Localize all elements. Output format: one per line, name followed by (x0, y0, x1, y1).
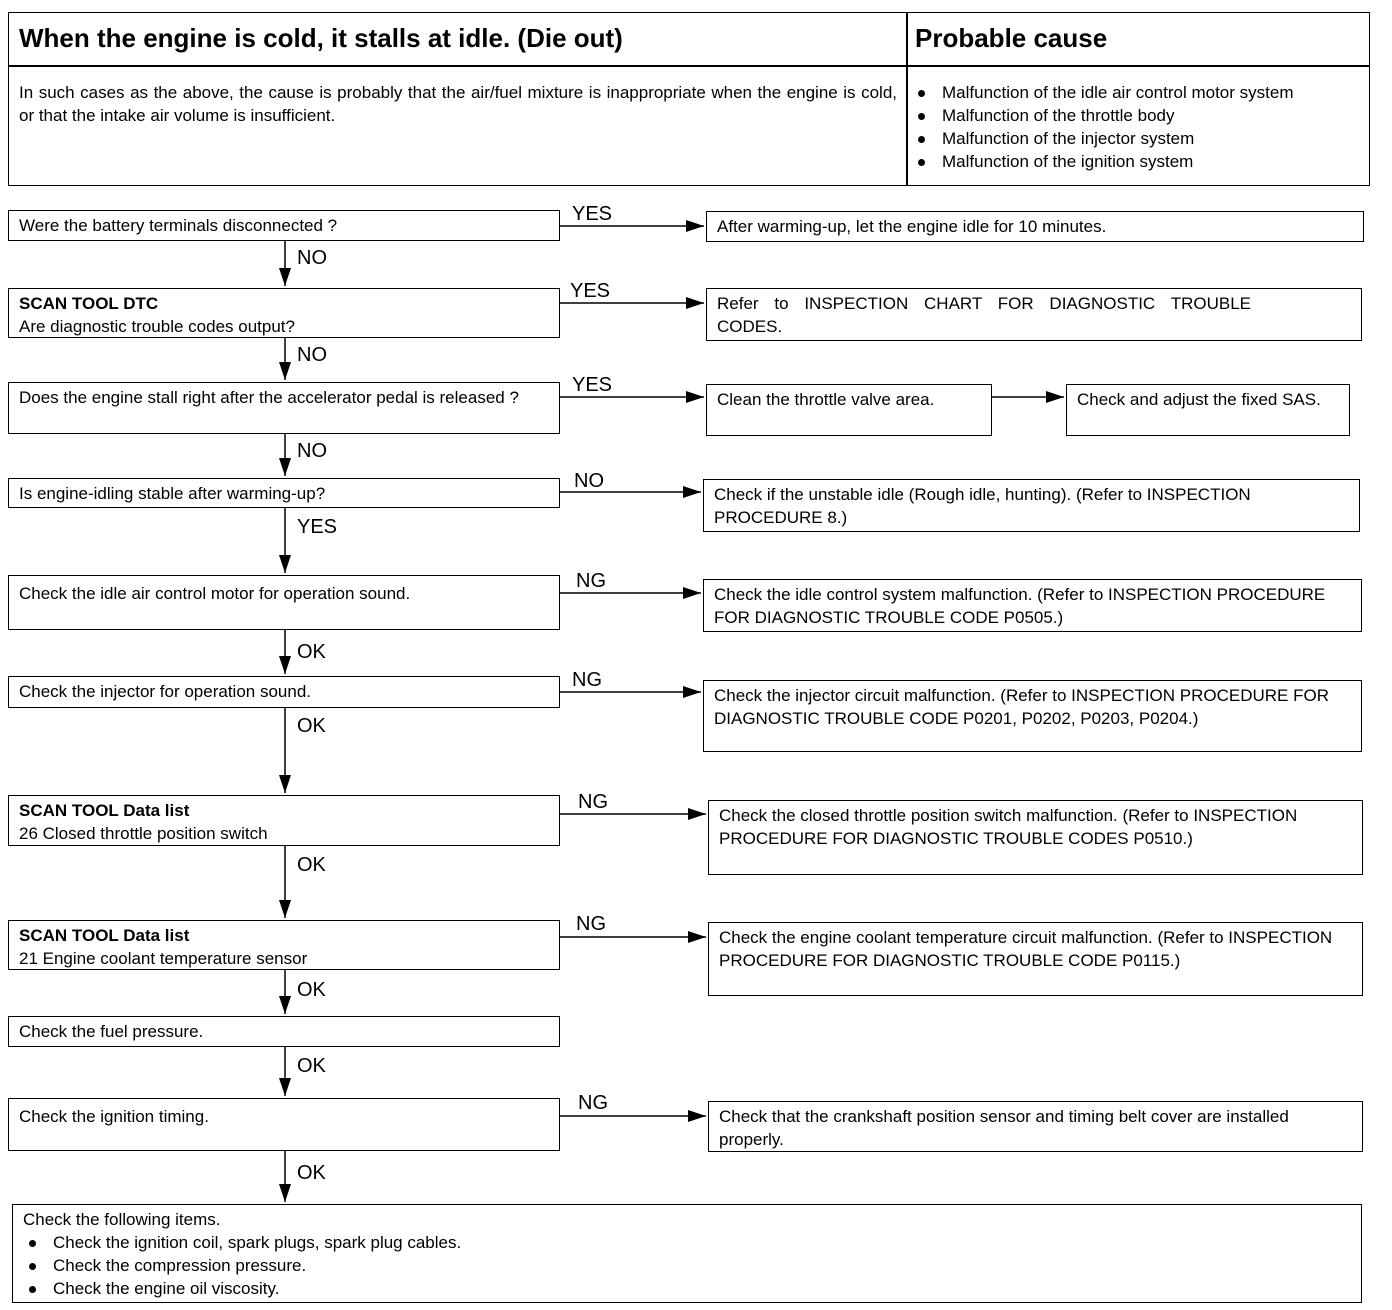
down-label: OK (297, 1055, 326, 1077)
cause-item: Malfunction of the injector system (912, 127, 1362, 150)
down-label: OK (297, 1162, 326, 1184)
step-box (8, 920, 560, 970)
step-box (8, 288, 560, 338)
step-box (8, 210, 560, 241)
step-title: SCAN TOOL Data list (19, 801, 190, 820)
result-box: After warming-up, let the engine idle for 10 minutes. (706, 211, 1364, 242)
branch-label: NG (572, 669, 602, 691)
result-box: Check if the unstable idle (Rough idle, hunting). (Refer to INSPECTION PROCEDURE 8.) (703, 479, 1360, 532)
step-text: Is engine-idling stable after warming-up? (19, 484, 326, 503)
step-box (8, 478, 560, 508)
step-box (8, 795, 560, 846)
step-box (8, 1098, 560, 1151)
cause-item: Malfunction of the throttle body (912, 104, 1362, 127)
step-text: Are diagnostic trouble codes output? (19, 317, 295, 336)
result-box: Check the engine coolant temperature circuit malfunction. (Refer to INSPECTION PROCEDURE FOR DIAGNOSTIC TROUBLE CODE P0115.) (708, 922, 1363, 996)
final-check-box (12, 1204, 1362, 1303)
step-box (8, 575, 560, 630)
result-box: Check that the crankshaft position sensor and timing belt cover are installed properly. (708, 1101, 1363, 1152)
step-title: SCAN TOOL DTC (19, 294, 159, 313)
down-label: OK (297, 715, 326, 737)
result-box: Check the closed throttle position switch malfunction. (Refer to INSPECTION PROCEDURE FOR DIAGNOSTIC TROUBLE CODES P0510.) (708, 800, 1363, 875)
down-label: OK (297, 979, 326, 1001)
final-item: Check the ignition coil, spark plugs, spark plug cables. (23, 1231, 1351, 1254)
branch-label: NG (578, 1092, 608, 1114)
branch-label: YES (570, 280, 611, 302)
step-text: 21 Engine coolant temperature sensor (19, 949, 308, 968)
final-item-list (23, 1231, 1351, 1300)
step-text: Check the idle air control motor for operation sound. (19, 584, 411, 603)
page-title: When the engine is cold, it stalls at idle. (Die out) (19, 23, 623, 53)
final-item: Check the compression pressure. (23, 1254, 1351, 1277)
result-box: Check the idle control system malfunction. (Refer to INSPECTION PROCEDURE FOR DIAGNOSTIC TROUBLE CODE P0505.) (703, 579, 1362, 632)
down-label: OK (297, 641, 326, 663)
step-text: Were the battery terminals disconnected ? (19, 216, 338, 235)
down-label: NO (297, 344, 327, 366)
step-box (8, 1016, 560, 1047)
branch-label: NO (574, 470, 604, 492)
result-box: Clean the throttle valve area. (706, 384, 992, 436)
down-label: NO (297, 247, 327, 269)
step-text: Check the fuel pressure. (19, 1022, 204, 1041)
down-label: YES (297, 516, 338, 538)
symptom-description: In such cases as the above, the cause is probably that the air/fuel mixture is inappropriate when the engine is cold, or that the intake air volume is insufficient. (19, 83, 897, 125)
final-item: Check the engine oil viscosity. (23, 1277, 1351, 1300)
result-box: Check the injector circuit malfunction. (Refer to INSPECTION PROCEDURE FOR DIAGNOSTIC TROUBLE CODE P0201, P0202, P0203, P0204.) (703, 680, 1362, 752)
step-text: Check the injector for operation sound. (19, 682, 312, 701)
branch-label: YES (572, 203, 613, 225)
cause-item: Malfunction of the ignition system (912, 150, 1362, 173)
step-text: Check the ignition timing. (19, 1107, 209, 1126)
branch-label: NG (578, 791, 608, 813)
branch-label: NG (576, 913, 606, 935)
cause-item: Malfunction of the idle air control motor system (912, 81, 1362, 104)
result-box: Check and adjust the fixed SAS. (1066, 384, 1350, 436)
step-text: 26 Closed throttle position switch (19, 824, 268, 843)
step-text: Does the engine stall right after the accelerator pedal is released ? (19, 388, 519, 407)
final-intro: Check the following items. (23, 1210, 221, 1229)
result-box: Refer to INSPECTION CHART FOR DIAGNOSTIC TROUBLE CODES. (706, 288, 1362, 341)
step-box (8, 382, 560, 434)
down-label: NO (297, 440, 327, 462)
branch-label: NG (576, 570, 606, 592)
branch-label: YES (572, 374, 613, 396)
step-title: SCAN TOOL Data list (19, 926, 190, 945)
down-label: OK (297, 854, 326, 876)
probable-cause-title: Probable cause (915, 23, 1108, 53)
step-box (8, 676, 560, 708)
